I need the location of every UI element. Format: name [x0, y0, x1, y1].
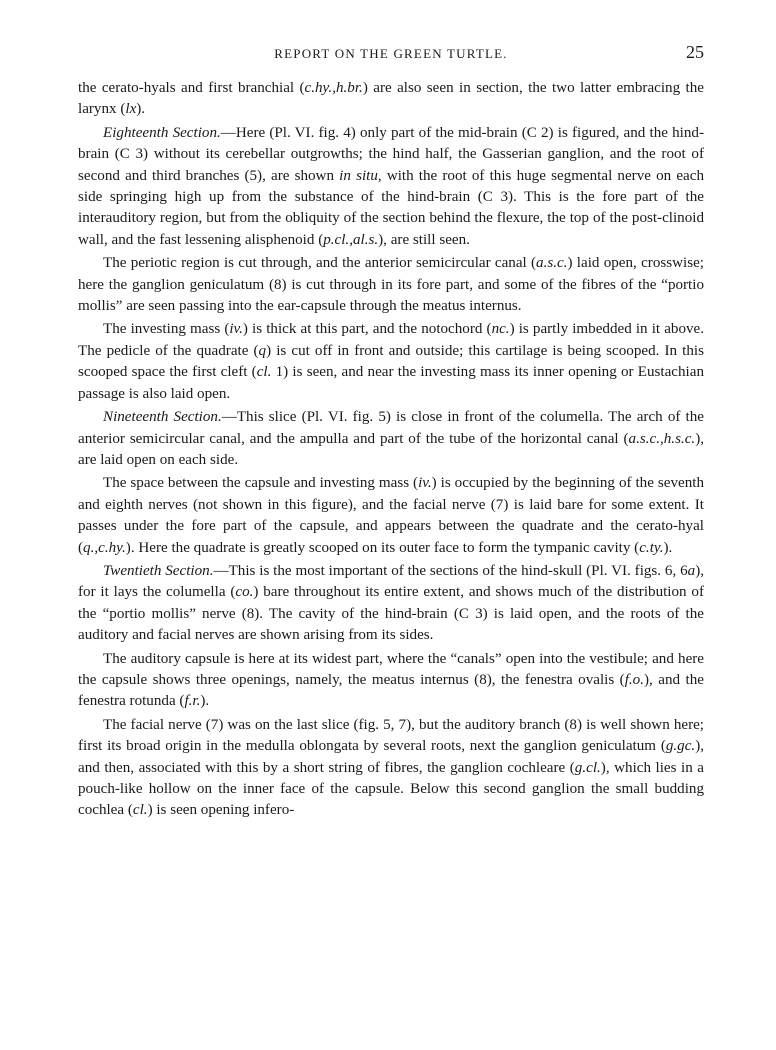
- paragraph: [78, 649, 704, 713]
- text-run: ).: [663, 539, 673, 556]
- italic-text: a.s.c.: [536, 255, 568, 272]
- italic-text: co.: [235, 584, 254, 601]
- text-run: —This slice (Pl. VI. fig. 5) is close in front of the columella. The arch of the anterior semicircular canal, and the ampulla and part of the tube of the horizontal canal (: [78, 409, 704, 447]
- paragraph: [78, 473, 704, 559]
- italic-text: c.ty.: [639, 539, 664, 556]
- italic-text: a.s.c.,h.s.c.: [628, 430, 696, 447]
- italic-text: f.r.: [184, 693, 201, 710]
- text-run: The auditory capsule is here at its widest part, where the “canals” open into the vestibule; and here the capsule shows three openings, namely, the meatus internus (8), the fenestra ovalis (: [78, 650, 704, 688]
- text-run: ).: [136, 101, 146, 118]
- text-run: —This is the most important of the sections of the hind-skull (Pl. VI. figs. 6, 6: [213, 562, 688, 579]
- text-run: ), are laid open on each side.: [78, 430, 704, 468]
- italic-text: cl.: [256, 364, 272, 381]
- italic-text: a: [687, 562, 696, 579]
- text-run: ).: [200, 693, 210, 710]
- italic-text: in situ: [339, 167, 378, 184]
- paragraph: [78, 407, 704, 471]
- running-header: [78, 44, 704, 64]
- text-run: , with the root of this huge segmental nerve on each side springing high up from the substance of the hind-brain (C 3). This is the fore part of the interauditory region, but from the obliquity of the section behind the flexure, the top of the post-clinoid wall, and the fast lessening alisphenoid (: [78, 167, 704, 248]
- italic-text: Nineteenth Section.: [103, 409, 222, 426]
- text-run: ). Here the quadrate is greatly scooped on its outer face to form the tympanic cavity (: [125, 539, 640, 556]
- text-run: ) bare throughout its entire extent, and shows much of the distribution of the “portio mollis” nerve (8). The cavity of the hind-brain (C 3) is laid open, and the roots of the auditory and facial nerves are shown arising from its sides.: [78, 584, 704, 644]
- running-title: REPORT ON THE GREEN TURTLE.: [274, 46, 508, 61]
- text-run: ) is seen opening infero-: [147, 802, 295, 819]
- text-run: ) is occupied by the beginning of the seventh and eighth nerves (not shown in this figure), and the facial nerve (7) is laid bare for some extent. It passes under the fore part of the capsule, and appears between the quadrate and the cerato-hyal (: [78, 475, 704, 556]
- paragraph: [78, 319, 704, 405]
- text-run: ) laid open, crosswise; here the ganglion geniculatum (8) is cut through in its fore part, and some of the fibres of the “portio mollis” are seen passing into the ear-capsule through the meatus internus.: [78, 255, 704, 315]
- text-run: The investing mass (: [103, 321, 230, 338]
- italic-text: q: [258, 342, 267, 359]
- text-run: —Here (Pl. VI. fig. 4) only part of the mid-brain (C 2) is figured, and the hind-brain (C 3) without its cerebellar outgrowths; the hind half, the Gasserian ganglion, and the root of second and third branches (5), are shown: [78, 124, 704, 184]
- paragraph-continued: [78, 78, 704, 121]
- italic-text: lx: [125, 101, 137, 118]
- text-run: ) are also seen in section, the two latter embracing the larynx (: [78, 80, 704, 118]
- italic-text: Twentieth Section.: [103, 562, 214, 579]
- paragraph: [78, 253, 704, 317]
- text-run: ), are still seen.: [378, 231, 470, 248]
- italic-text: g.gc.: [665, 738, 696, 755]
- italic-text: g.cl.: [574, 759, 601, 776]
- italic-text: Eighteenth Section.: [103, 124, 221, 141]
- italic-text: f.o.: [624, 671, 645, 688]
- text-run: 1) is seen, and near the investing mass its inner opening or Eustachian passage is also laid open.: [78, 364, 704, 402]
- text-run: ), and then, associated with this by a short string of fibres, the ganglion cochleare (: [78, 738, 704, 776]
- italic-text: p.cl.,al.s.: [323, 231, 379, 248]
- italic-text: cl.: [132, 802, 148, 819]
- paragraph: [78, 715, 704, 822]
- text-run: ) is thick at this part, and the notochord (: [242, 321, 492, 338]
- paragraph: [78, 561, 704, 647]
- text-run: ), for it lays the columella (: [78, 562, 704, 601]
- text-run: ) is partly imbedded in it above. The pedicle of the quadrate (: [78, 321, 705, 359]
- italic-text: q.,c.hy.: [83, 539, 126, 556]
- paragraph: [78, 123, 704, 251]
- italic-text: iv.: [229, 321, 243, 338]
- italic-text: c.hy.,h.br.: [304, 80, 363, 96]
- page-number: 25: [686, 42, 704, 62]
- body-text: [78, 78, 704, 822]
- text-run: the cerato-hyals and first branchial (: [78, 80, 305, 96]
- italic-text: iv.: [418, 475, 432, 492]
- text-run: The facial nerve (7) was on the last slice (fig. 5, 7), but the auditory branch (8) is well shown here; first its broad origin in the medulla oblongata by several roots, next the ganglion geniculatum (: [78, 716, 704, 755]
- italic-text: nc.: [491, 321, 510, 338]
- text-run: ), which lies in a pouch-like hollow on the inner face of the capsule. Below this second ganglion the small budding cochlea (: [78, 759, 704, 819]
- text-run: The space between the capsule and investing mass (: [103, 475, 419, 492]
- text-run: ), and the fenestra rotunda (: [78, 671, 704, 710]
- text-run: The periotic region is cut through, and the anterior semicircular canal (: [103, 255, 537, 272]
- text-run: ) is cut off in front and outside; this cartilage is being scooped. In this scooped space the first cleft (: [78, 342, 704, 381]
